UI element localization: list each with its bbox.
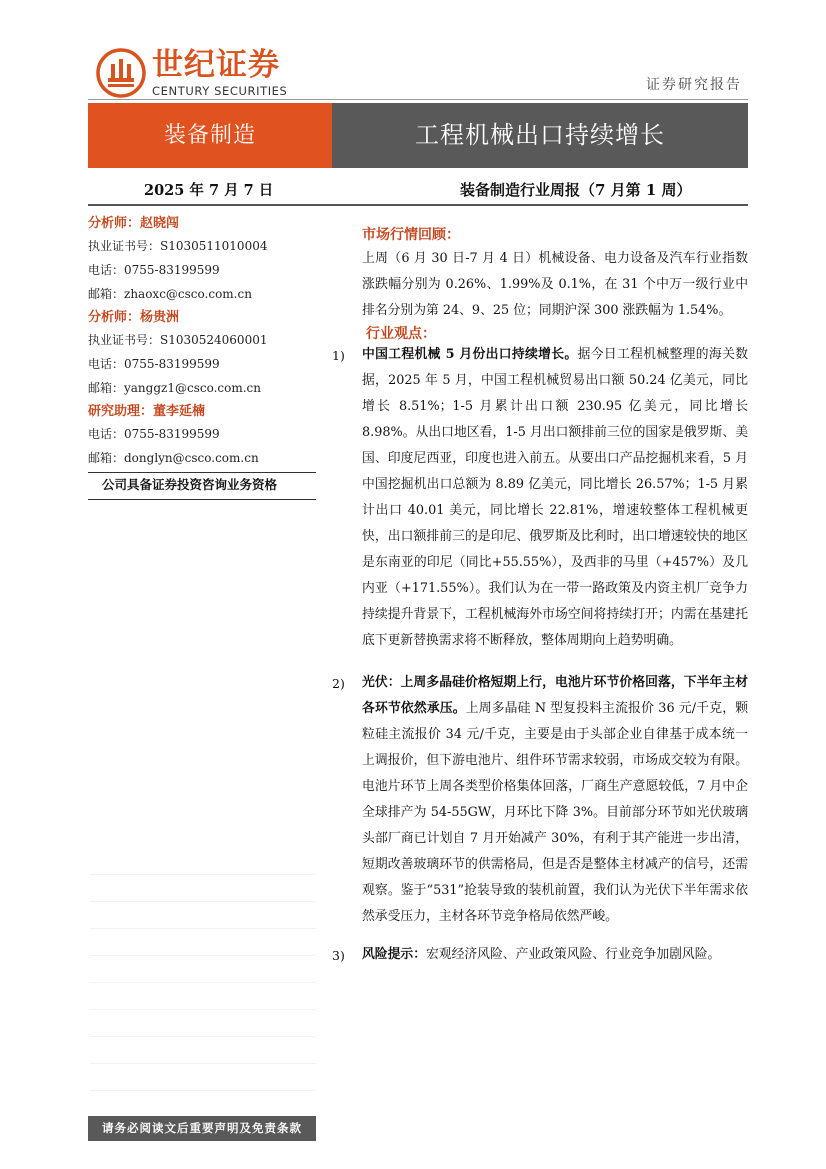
market-review-text: 上周（6 月 30 日-7 月 4 日）机械设备、电力设备及汽车行业指数涨跌幅分别为 0.26%、1.99%及 0.1%，在 31 个中万一级行业中排名分别为第 24、9、25 位；同期沪深 300 涨跌幅为 1.54%。 [362, 251, 748, 318]
report-type-label: 证券研究报告 [646, 77, 742, 93]
industry-band [88, 103, 332, 168]
assistant-name: 研究助理：董李延楠 [88, 404, 206, 419]
market-review-title: 市场行情回顾： [362, 227, 460, 243]
assistant-email: 邮箱：donglyn@csco.com.cn [88, 451, 259, 465]
analyst-name: 分析师：赵晓闯 [88, 216, 180, 231]
view-item-lead: 中国工程机械 5 月份出口持续增长。 [362, 347, 578, 362]
analyst-email: 邮箱：zhaoxc@csco.com.cn [88, 287, 252, 301]
qualification-statement: 公司具备证券投资咨询业务资格 [102, 477, 278, 492]
view-item-1 [362, 342, 748, 654]
report-date: 2025 年 7 月 7 日 [144, 182, 274, 199]
headline-band [332, 103, 748, 168]
logo-mark-icon [96, 48, 146, 98]
title-divider [88, 204, 748, 206]
report-headline: 工程机械出口持续增长 [415, 121, 665, 149]
item-number: 3) [332, 948, 345, 963]
analyst-cert: 执业证书号：S1030511010004 [88, 239, 268, 253]
analyst-email: 邮箱：yanggz1@csco.com.cn [88, 381, 261, 395]
industry-views-title: 行业观点： [366, 326, 436, 342]
assistant-phone: 电话：0755-83199599 [88, 427, 220, 441]
logo-english-name: CENTURY SECURITIES [152, 84, 288, 98]
company-logo [96, 46, 316, 102]
header-divider [88, 99, 748, 100]
item-number: 2) [332, 676, 345, 691]
logo-chinese-name: 世纪证券 [152, 47, 280, 83]
item-number: 1) [332, 348, 345, 363]
weekly-report-title: 装备制造行业周报（7 月第 1 周） [460, 181, 692, 199]
view-item-lead: 风险提示： [362, 947, 426, 962]
view-item-3 [362, 942, 748, 968]
faint-index-table [90, 848, 316, 1091]
view-item-2 [362, 670, 748, 930]
analyst-phone: 电话：0755-83199599 [88, 357, 220, 371]
qualification-rule [88, 499, 316, 500]
analyst-name: 分析师：杨贵洲 [88, 310, 180, 325]
disclaimer-notice: 请务必阅读文后重要声明及免责条款 [102, 1121, 302, 1135]
industry-label: 装备制造 [163, 123, 256, 148]
view-item-text: 宏观经济风险、产业政策风险、行业竞争加剧风险。 [425, 947, 721, 962]
analyst-cert: 执业证书号：S1030524060001 [88, 333, 268, 347]
view-item-text: 据今日工程机械整理的海关数据，2025 年 5 月，中国工程机械贸易出口额 50.24 亿美元，同比增长 8.51%；1-5 月累计出口额 230.95 亿美元，同比增长 8.98%。从出口地区看，1-5 月出口额排前三位的国家是俄罗斯、美国、印度尼西亚，印度也进入前五。从要出口产品挖掘机来看，5 月中国挖掘机出口总额为 8.89 亿美元，同比增长 26.57%；1-5 月累计出口 40.01 美元，同比增长 22.81%，增速较整体工程机械更快，出口额排前三的是印尼、俄罗斯及比利时，出口增速较快的地区是东南亚的印尼（同比+55.55%），及西非的马里（+457%）及几内亚（+171.55%）。我们认为在一带一路政策及内资主机厂竞争力持续提升背景下，工程机械海外市场空间将持续打开；内需在基建托底下更新替换需求将不断释放，整体周期向上趋势明确。 [362, 347, 749, 648]
analyst-sidebar [88, 214, 316, 500]
analyst-phone: 电话：0755-83199599 [88, 263, 220, 277]
view-item-lead: 光伏：上周多晶硅价格短期上行，电池片环节价格回落，下半年主材各环节依然承压。 [362, 675, 748, 716]
disclaimer-bar [88, 1116, 316, 1141]
view-item-text: 上周多晶硅 N 型复投料主流报价 36 元/千克，颗粒硅主流报价 34 元/千克，主要是由于头部企业自律基于成本统一上调报价，但下游电池片、组件环节需求较弱，市场成交较为有限。电池片环节上周各类型价格集体回落，厂商生产意愿较低，7 月中企全球排产为 54-55GW，月环比下降 3%。目前部分环节如光伏玻璃头部厂商已计划自 7 月开始减产 30%，有利于其产能进一步出清，短期改善玻璃环节的供需格局，但是否是整体主材减产的信号，还需观察。鉴于“531”抢装导致的装机前置，我们认为光伏下半年需求依然承受压力，主材各环节竞争格局依然严峻。 [362, 701, 748, 924]
